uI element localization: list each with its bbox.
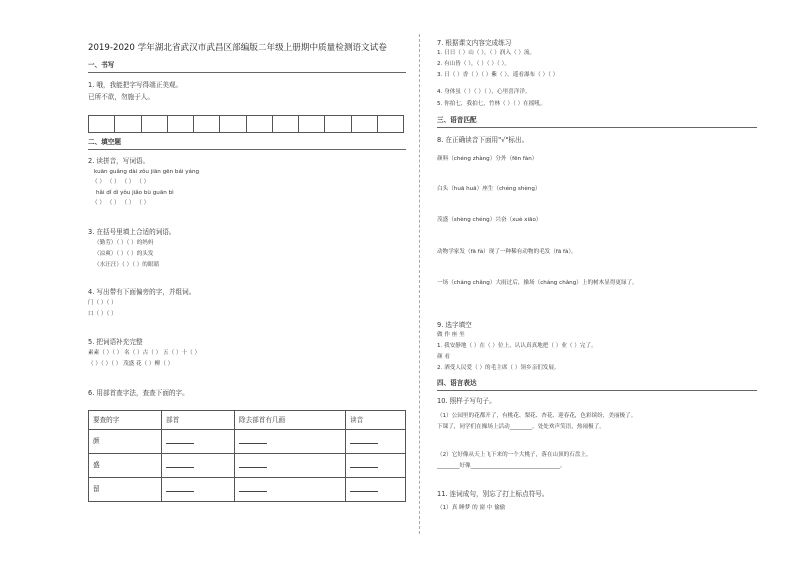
question-8-line-2: 白头（huā huā）座生（chéng shèng） xyxy=(437,186,541,192)
section-2-rule xyxy=(88,149,406,150)
table-header: 读音 xyxy=(346,411,406,430)
question-7-line-1: 1. 日日（ ）山（ ），（ ）润入（ ）流。 xyxy=(437,50,536,56)
table-row xyxy=(89,430,406,454)
question-9: 9. 选字填空 xyxy=(437,321,472,329)
table-header: 要查的字 xyxy=(89,411,162,430)
question-10-line-2: 下课了，同学们在操场上活动________。处处欢声笑语，热闹极了。 xyxy=(437,424,605,430)
question-7: 7. 根据课文内容完成练习 xyxy=(437,39,512,47)
table-row xyxy=(89,478,406,502)
table-cell-char: 留 xyxy=(89,478,162,502)
question-8-line-1: 颜料（chéng zhàng）分外（fēn fàn） xyxy=(437,156,538,162)
question-7-line-3: 3. 日（ ）香（ ）（ ）紫（ ），遥看瀑布（ ）（ ） xyxy=(437,72,559,78)
question-10-line-4: ________好像________________________________。 xyxy=(437,463,566,469)
question-7-line-4: 4. 身体虽（ ）（ ）（ ），心里喜洋洋。 xyxy=(437,89,531,95)
table-cell-char: 盛 xyxy=(89,454,162,478)
table-header: 部首 xyxy=(162,411,235,430)
question-5: 5. 把词语补充完整 xyxy=(88,338,143,346)
question-10-line-3: （2）它好像从天上飞下来的一个大桃子，落在山顶的石盘上。 xyxy=(437,452,592,458)
paper-title: 2019-2020 学年湖北省武汉市武昌区部编版二年级上册期中质量检测语文试卷 xyxy=(88,43,387,53)
question-9-words: 做 作 座 坐 xyxy=(437,332,465,338)
question-2-blanks-1: （ ） （ ） （ ） （ ） xyxy=(92,179,150,185)
section-1-rule xyxy=(88,72,406,73)
question-3: 3. 在括号里填上合适的词语。 xyxy=(88,228,176,236)
question-9-line-2: 2. 洒受人民爱（ ）的毛主席（ ）领乡亲们发展。 xyxy=(437,365,560,371)
question-8: 8. 在正确读音下面用"√"标出。 xyxy=(437,136,529,144)
radical-lookup-table xyxy=(88,410,406,502)
question-5-line-1: 素素（ ）（ ） 名（ ）古（ ） 五（ ）十（ ） xyxy=(88,350,201,356)
question-2-pinyin-2: hǎi dǐ dì yǒu jiǎo bù guān bì xyxy=(96,190,174,196)
section-2-heading: 二、填空题 xyxy=(88,138,121,146)
question-1: 1. 哦，我能把字写得端正美观。 xyxy=(88,81,183,89)
question-8-line-3: 茂盛（shèng chéng）兴奋（xuè xiāo） xyxy=(437,217,542,223)
question-2-blanks-2: （ ） （ ） （ ） （ ） xyxy=(92,200,150,206)
table-cell-blank[interactable] xyxy=(235,454,346,478)
question-8-line-5: 一场（cháng chǎng）大雨过后，操场（cháng chǎng）上的树木显得更绿了。 xyxy=(437,280,638,286)
table-cell-blank[interactable] xyxy=(162,454,235,478)
section-4-rule xyxy=(437,390,757,391)
question-4: 4. 写出带有下面偏旁的字，并组词。 xyxy=(88,288,196,296)
question-3-line-2: （凉爽）（ ）（ ）的头发 xyxy=(94,251,154,257)
table-cell-char: 颜 xyxy=(89,430,162,454)
table-cell-blank[interactable] xyxy=(346,478,406,502)
section-3-heading: 三、语音匹配 xyxy=(437,116,477,124)
question-4-line-1: 门（ ）（ ） xyxy=(88,300,117,306)
table-row xyxy=(89,454,406,478)
question-6: 6. 用部首查字法，查查下面的字。 xyxy=(88,389,189,397)
table-cell-blank[interactable] xyxy=(235,430,346,454)
question-2: 2. 读拼音，写词语。 xyxy=(88,157,150,165)
section-3-rule xyxy=(437,127,757,128)
table-cell-blank[interactable] xyxy=(235,478,346,502)
question-11-line-1: （1）真 睡梦 的 窗 中 偷偷 xyxy=(437,505,506,511)
question-9-line-1: 1. 我安静地（ ）在（ ）位上，认认真真地把（ ）业（ ）完了。 xyxy=(437,343,597,349)
question-3-line-3: （水汪汪）（ ）（ ）的眼睛 xyxy=(94,262,160,268)
question-10: 10. 照样子写句子。 xyxy=(437,397,496,405)
table-cell-blank[interactable] xyxy=(162,478,235,502)
writing-grid xyxy=(88,115,404,133)
section-4-heading: 四、语言表达 xyxy=(437,379,477,387)
question-8-line-4: 动物学家发（fā fà）现了一种稀有动物的毛发（fā fà）。 xyxy=(437,249,577,255)
question-10-line-1: （1）公园里的花都开了，有桃花、梨花、杏花、迎春花，色彩缤纷，美丽极了。 xyxy=(437,413,637,419)
table-cell-blank[interactable] xyxy=(346,454,406,478)
table-cell-blank[interactable] xyxy=(346,430,406,454)
question-7-line-5: 5. 你拍七，我拍七，竹林（ ）（ ）在摇吼。 xyxy=(437,101,546,107)
question-2-pinyin-1: kuān guǎng dài zǒu jiān gēn bái yáng xyxy=(94,169,200,175)
question-9-words-2: 颜 看 xyxy=(437,354,450,360)
question-7-line-2: 2. 有山皆（ ），（ ）（ ）（ ）。 xyxy=(437,61,510,67)
question-1-text: 已所不欲，勿施于人。 xyxy=(88,93,154,101)
question-5-line-2: （ ）（ ）（ ） 茂盛 花（ ）柳（ ） xyxy=(88,361,174,367)
column-divider xyxy=(419,34,420,534)
question-11: 11. 连词成句，别忘了打上标点符号。 xyxy=(437,490,549,498)
table-cell-blank[interactable] xyxy=(162,430,235,454)
question-3-line-1: （勤劳）（ ）（ ）的妈妈 xyxy=(94,240,154,246)
table-header-row xyxy=(89,411,406,430)
section-1-heading: 一、书写 xyxy=(88,61,115,69)
table-header: 除去部首有几画 xyxy=(235,411,346,430)
question-4-line-2: 口（ ）（ ） xyxy=(88,311,117,317)
